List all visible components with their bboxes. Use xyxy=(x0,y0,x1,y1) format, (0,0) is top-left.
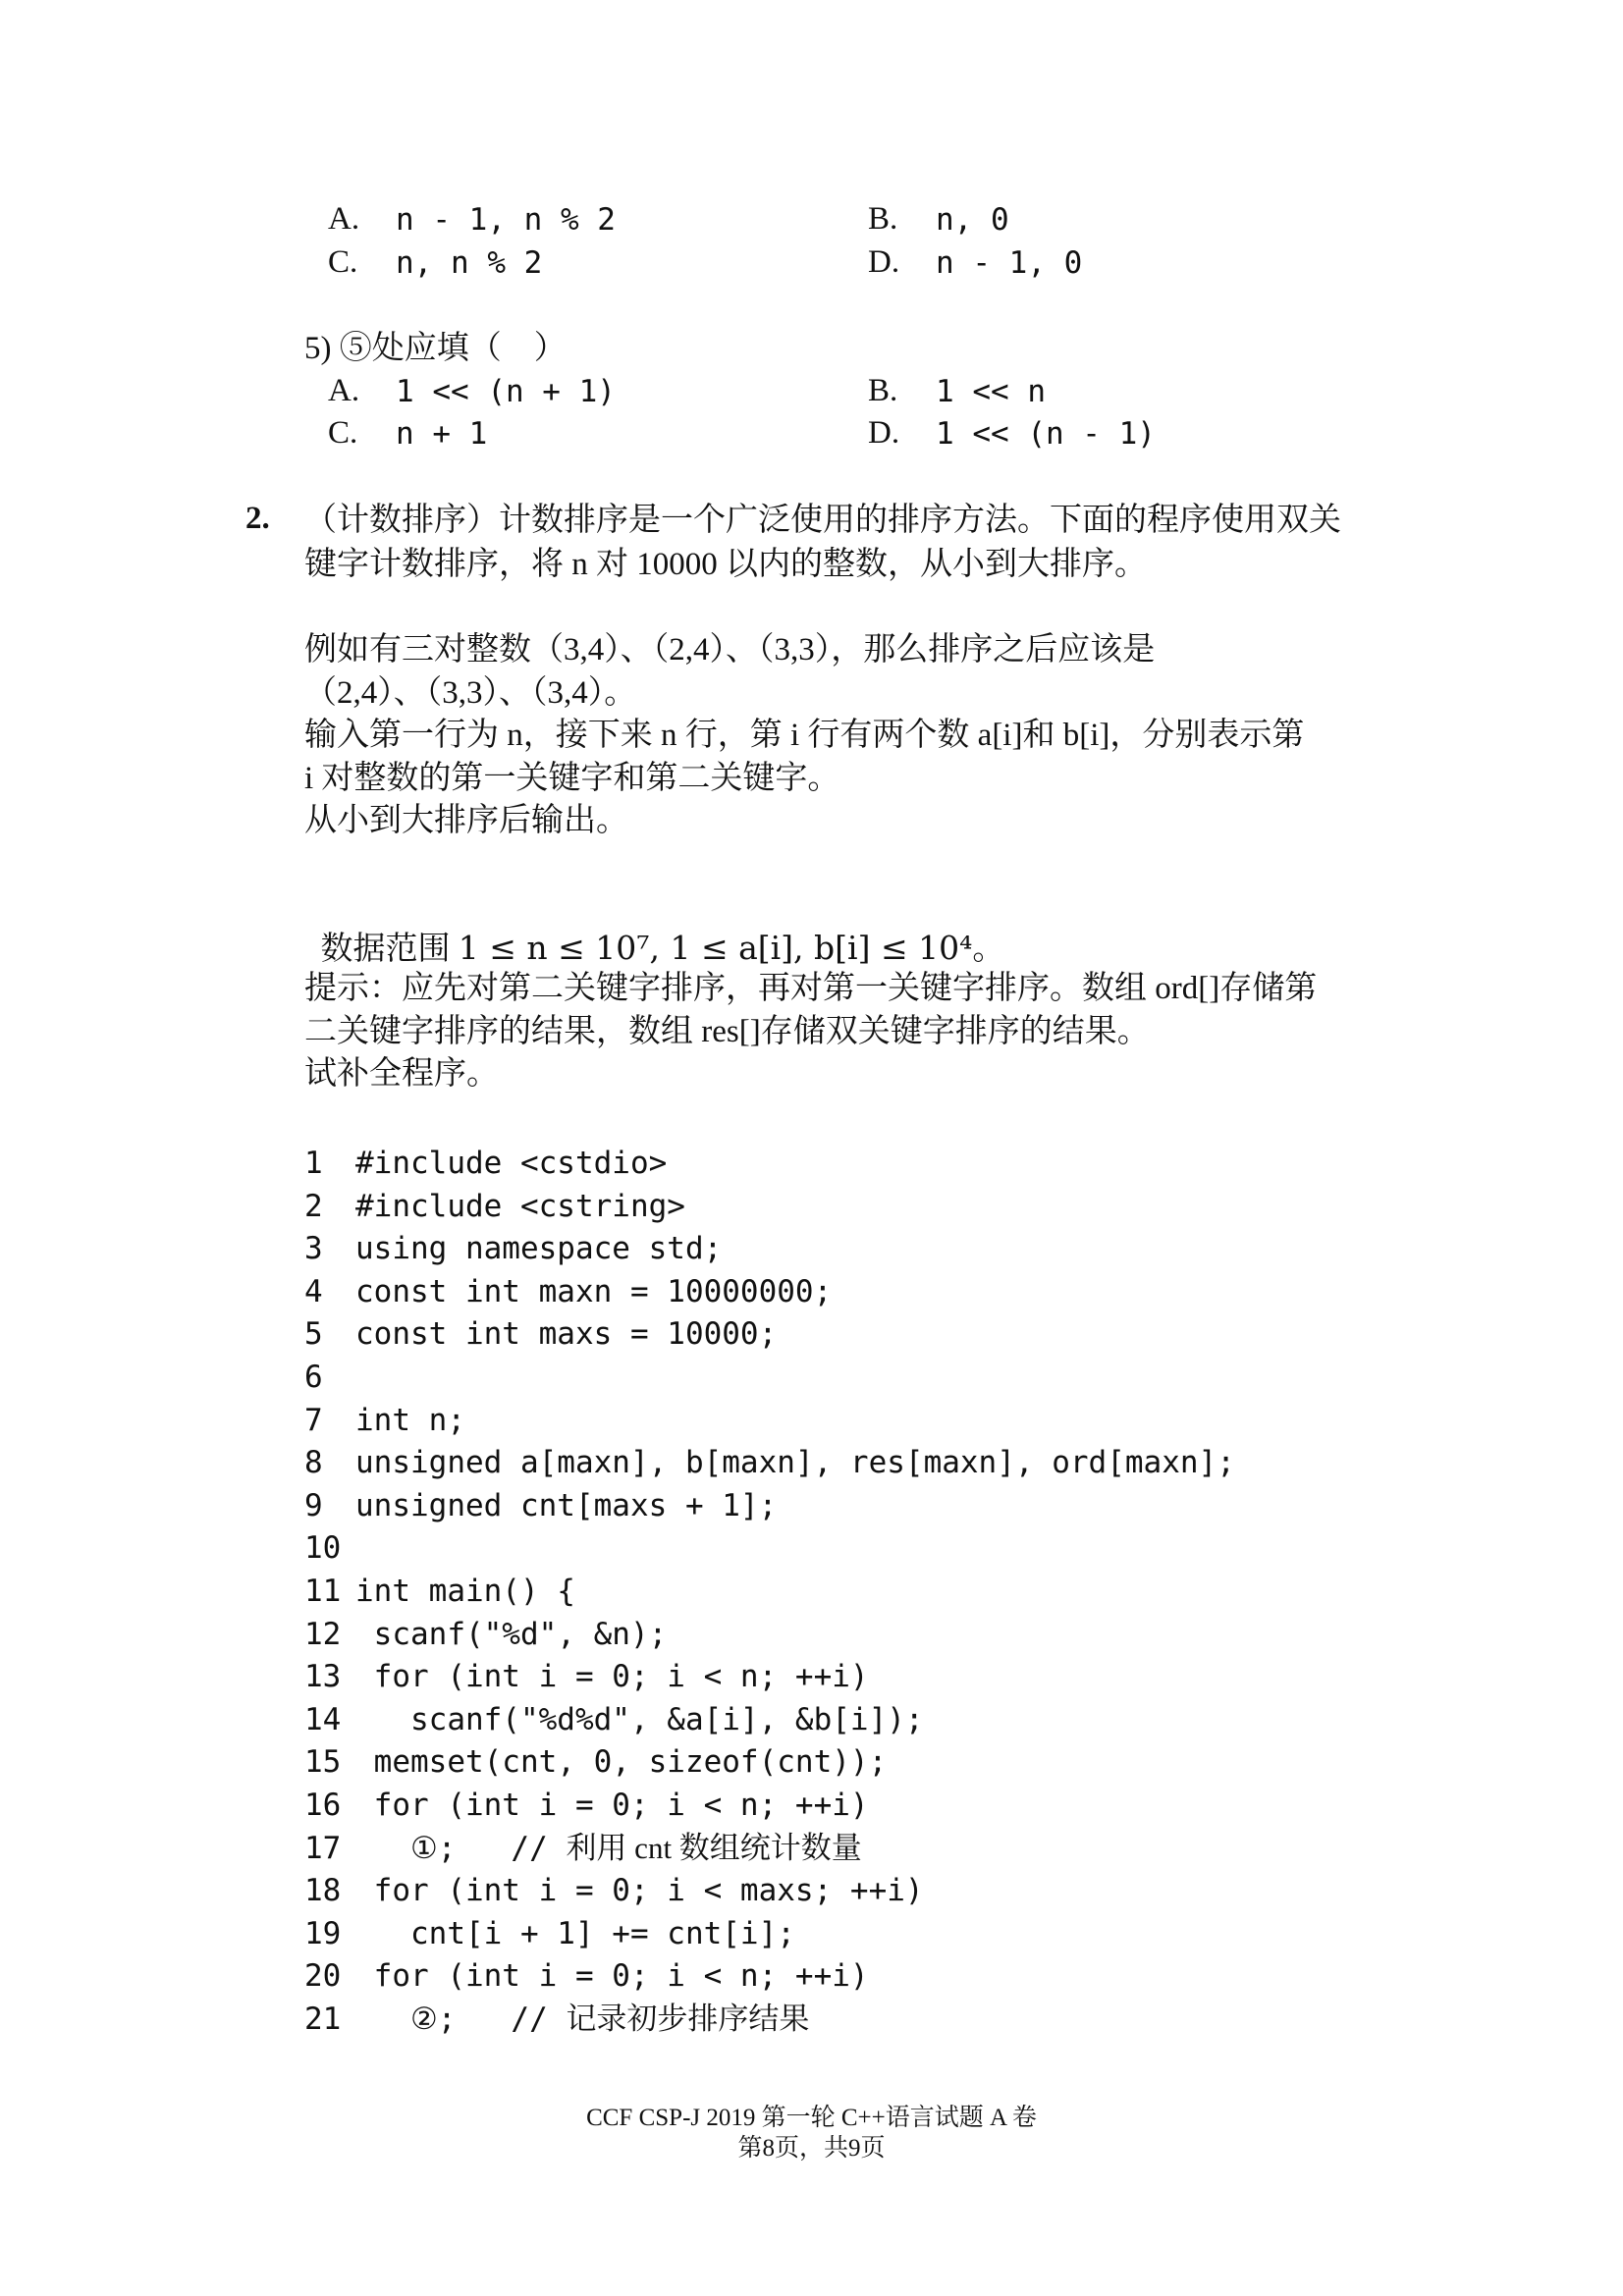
code-text: int n; xyxy=(355,1402,465,1438)
code-line xyxy=(304,1356,355,1399)
code-text: const int maxs = 10000; xyxy=(355,1316,778,1353)
code-line xyxy=(304,1954,869,1998)
option-letter-a: A. xyxy=(328,373,360,408)
option-letter-b: B. xyxy=(868,201,898,237)
option-letter-d: D. xyxy=(868,415,900,451)
line-number: 12 xyxy=(304,1616,342,1652)
data-range-math: 1 ≤ n ≤ 10⁷, 1 ≤ a[i], b[i] ≤ 10⁴ xyxy=(458,929,973,967)
line-number: 14 xyxy=(304,1701,342,1737)
code-text: using namespace std; xyxy=(355,1231,723,1267)
code-text: cnt[i + 1] += cnt[i]; xyxy=(355,1915,795,1951)
code-text: unsigned a[maxn], b[maxn], res[maxn], ord[maxn]; xyxy=(355,1445,1235,1481)
code-line xyxy=(304,1142,667,1185)
code-line xyxy=(304,1655,869,1698)
code-line xyxy=(304,1912,795,1955)
option-letter-c: C. xyxy=(328,244,358,280)
code-line xyxy=(304,1998,809,2041)
code-line xyxy=(304,1227,722,1270)
problem-number: 2. xyxy=(245,501,270,536)
option-letter-b: B. xyxy=(868,373,898,408)
code-text: #include <cstdio> xyxy=(355,1146,668,1181)
code-line xyxy=(304,1698,924,1741)
line-number: 16 xyxy=(304,1788,342,1823)
code-line xyxy=(304,1613,667,1656)
code-line xyxy=(304,1526,355,1570)
code-comment: 记录初步排序结果 xyxy=(566,2002,810,2036)
code-text: scanf("%d%d", &a[i], &b[i]); xyxy=(355,1701,924,1737)
code-text: #include <cstring> xyxy=(355,1188,685,1224)
option-text-d: 1 << (n - 1) xyxy=(936,416,1156,452)
line-number: 6 xyxy=(304,1360,323,1395)
input-desc-line1: 输入第一行为 n，接下来 n 行，第 i 行有两个数 a[i]和 b[i]，分别表示第 xyxy=(304,718,1305,753)
option-text-c: n, n % 2 xyxy=(396,245,543,281)
code-line xyxy=(304,1827,862,1870)
data-range-label: 数据范围 xyxy=(320,932,459,967)
code-text: for (int i = 0; i < n; ++i) xyxy=(355,1788,869,1823)
option-letter-c: C. xyxy=(328,415,358,451)
option-text-a: 1 << (n + 1) xyxy=(396,374,616,409)
code-text: ②; // xyxy=(355,2002,567,2037)
example-line2: （2,4）、（3,3）、（3,4）。 xyxy=(304,675,637,711)
line-number: 18 xyxy=(304,1873,342,1909)
data-range-end: 。 xyxy=(972,932,1005,967)
code-line xyxy=(304,1869,924,1912)
line-number: 2 xyxy=(304,1188,323,1224)
line-number: 4 xyxy=(304,1273,323,1309)
question-5-stem: 5) ⑤处应填（ ） xyxy=(304,331,567,366)
line-number: 20 xyxy=(304,1958,342,1995)
code-line xyxy=(304,1784,869,1827)
option-text-c: n + 1 xyxy=(396,416,488,452)
line-number: 3 xyxy=(304,1231,323,1267)
data-range xyxy=(304,883,1004,971)
code-line xyxy=(304,1740,887,1784)
line-number: 21 xyxy=(304,2002,342,2037)
option-text-d: n - 1, 0 xyxy=(936,245,1083,281)
footer-title: CCF CSP-J 2019 第一轮 C++语言试题 A 卷 xyxy=(586,2105,1037,2131)
code-text: for (int i = 0; i < maxs; ++i) xyxy=(355,1873,924,1909)
code-text: const int maxn = 10000000; xyxy=(355,1273,833,1309)
problem-intro-line1: （计数排序）计数排序是一个广泛使用的排序方法。下面的程序使用双关 xyxy=(304,503,1341,538)
line-number: 19 xyxy=(304,1915,342,1951)
output-desc: 从小到大排序后输出。 xyxy=(304,803,628,838)
option-letter-d: D. xyxy=(868,244,900,280)
option-text-a: n - 1, n % 2 xyxy=(396,202,616,238)
option-letter-a: A. xyxy=(328,201,360,237)
option-text-b: n, 0 xyxy=(936,202,1009,238)
code-text: memset(cnt, 0, sizeof(cnt)); xyxy=(355,1744,888,1781)
code-line xyxy=(304,1399,465,1442)
line-number: 11 xyxy=(304,1574,342,1609)
code-comment: 利用 cnt 数组统计数量 xyxy=(566,1830,862,1865)
line-number: 8 xyxy=(304,1445,323,1481)
hint-line2: 二关键字排序的结果，数组 res[]存储双关键字排序的结果。 xyxy=(304,1014,1150,1049)
code-text: unsigned cnt[maxs + 1]; xyxy=(355,1487,778,1523)
example-line1: 例如有三对整数（3,4）、（2,4）、（3,3），那么排序之后应该是 xyxy=(304,632,1156,667)
code-line xyxy=(304,1312,777,1356)
code-line xyxy=(304,1270,832,1313)
line-number: 7 xyxy=(304,1402,323,1438)
hint-line3: 试补全程序。 xyxy=(304,1056,499,1092)
code-text: for (int i = 0; i < n; ++i) xyxy=(355,1659,869,1695)
option-text-b: 1 << n xyxy=(936,374,1046,409)
code-text: int main() { xyxy=(355,1574,575,1609)
line-number: 15 xyxy=(304,1744,342,1781)
code-text: for (int i = 0; i < n; ++i) xyxy=(355,1958,869,1995)
code-line xyxy=(304,1484,777,1527)
line-number: 13 xyxy=(304,1659,342,1695)
code-line xyxy=(304,1570,575,1613)
footer-page-number: 第8页，共9页 xyxy=(737,2135,886,2162)
code-line xyxy=(304,1441,1235,1484)
line-number: 17 xyxy=(304,1830,342,1866)
code-text: scanf("%d", &n); xyxy=(355,1616,668,1652)
line-number: 1 xyxy=(304,1146,323,1181)
line-number: 9 xyxy=(304,1487,323,1523)
hint-line1: 提示：应先对第二关键字排序，再对第一关键字排序。数组 ord[]存储第 xyxy=(304,971,1318,1006)
problem-intro-line2: 键字计数排序，将 n 对 10000 以内的整数，从小到大排序。 xyxy=(304,547,1147,582)
input-desc-line2: i 对整数的第一关键字和第二关键字。 xyxy=(304,761,840,796)
line-number: 10 xyxy=(304,1530,342,1567)
code-text: ①; // xyxy=(355,1830,567,1866)
line-number: 5 xyxy=(304,1316,323,1353)
code-line xyxy=(304,1185,685,1228)
